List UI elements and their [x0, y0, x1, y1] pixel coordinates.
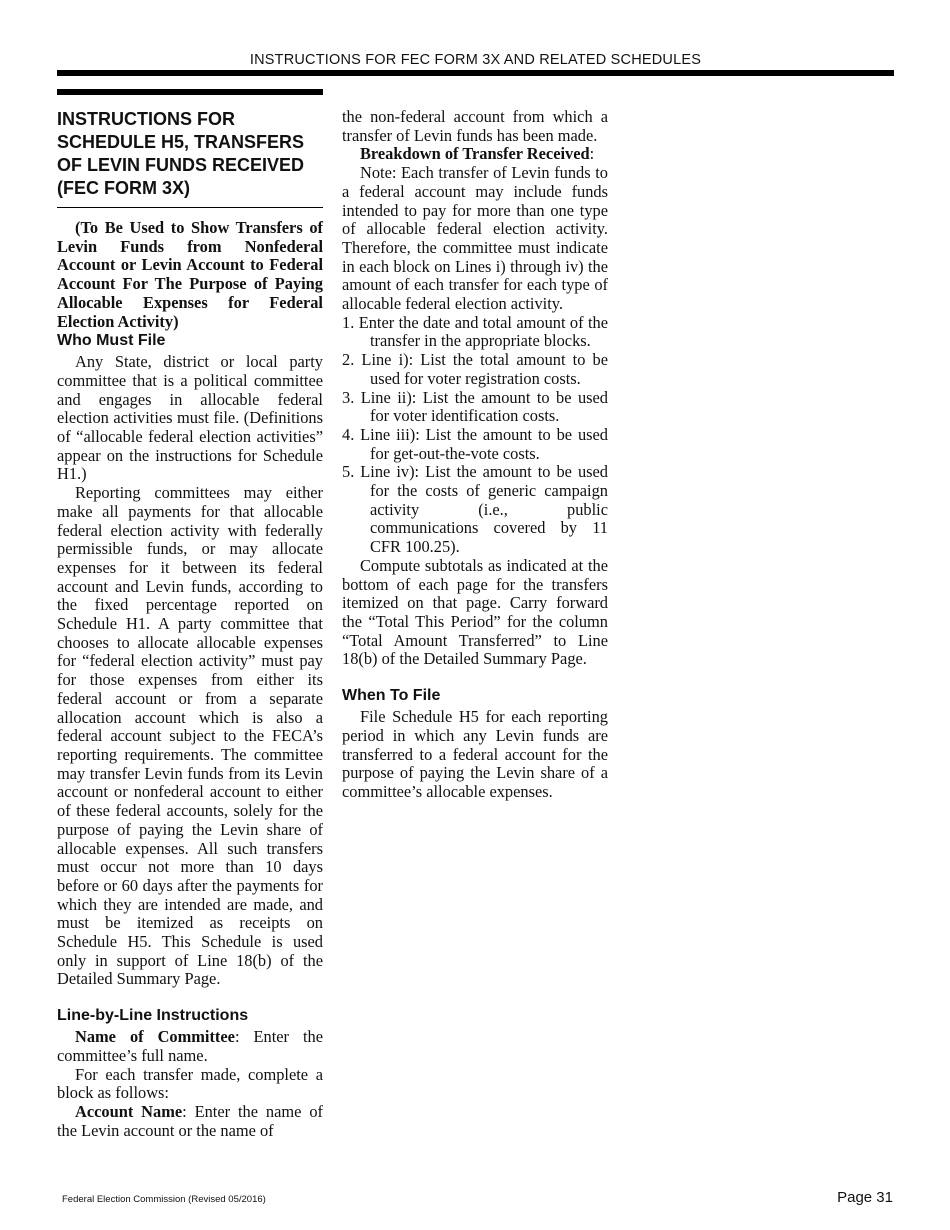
page-title: INSTRUCTIONS FOR SCHEDULE H5, TRANSFERS OF LEVIN FUNDS RECEIVED (FEC FORM 3X): [57, 109, 305, 198]
committee-text: : Enter the committee’s full name.: [57, 1027, 323, 1065]
committee-paragraph: [57, 1028, 323, 1065]
compute-paragraph: Compute subtotals as indicated at the bottom of each page for the transfers itemized on that page. Carry forward the “Total This Period” for the column “Total Amount Transferred” to Line 18(b) of the Detailed Summary Page.: [342, 555, 608, 669]
footer-source: Federal Election Commission (Revised 05/2016): [62, 1194, 266, 1205]
committee-label: Name of Committee: [75, 1027, 235, 1047]
numbered-list: [342, 314, 608, 557]
account-text-part1: : Enter the name of the Levin account or the name of: [57, 1102, 323, 1140]
list-item: 4. Line iii): List the amount to be used for get-out-the-vote costs.: [342, 424, 608, 463]
breakdown-colon: :: [589, 144, 595, 164]
title-rule: [57, 207, 323, 208]
list-item: 2. Line i): List the total amount to be used for voter registration costs.: [342, 350, 608, 388]
breakdown-note: Note: Each transfer of Levin funds to a federal account may include funds intended to pay for more than one type of allocable federal election activity. Therefore, the committee must indicate in each block on Lines i) through iv) the amount of each transfer for each type of allocable federal election activity.: [342, 163, 608, 314]
account-paragraph: [57, 1103, 323, 1140]
who-must-file-p1: Any State, district or local party committee that is a political committee and engages in allocable federal election activities must file. (Definitions of “allocable federal election activities” appear on the instructions for Schedule H1.): [57, 352, 323, 484]
breakdown-heading: [342, 145, 608, 164]
page-number: Page 31: [837, 1189, 893, 1206]
subtitle: (To Be Used to Show Transfers of Levin Funds from Nonfederal Account or Levin Account to Federal Account For The Purpose of Paying Allocable Expenses for Federal Election Activity): [57, 218, 323, 331]
list-item: 3. Line ii): List the amount to be used for voter identification costs.: [342, 387, 608, 426]
right-column: [342, 108, 608, 802]
account-paragraph-continued: the non-federal account from which a transfer of Levin funds has been made.: [342, 107, 608, 145]
block-paragraph: For each transfer made, complete a block as follows:: [57, 1064, 323, 1103]
running-header: INSTRUCTIONS FOR FEC FORM 3X AND RELATED SCHEDULES: [249, 52, 702, 68]
breakdown-label: Breakdown of Transfer Received: [360, 144, 590, 164]
header-rule: [57, 70, 894, 76]
line-by-line-heading: Line-by-Line Instructions: [57, 1007, 249, 1025]
when-to-file-heading: When To File: [342, 687, 441, 705]
section-rule: [57, 89, 323, 95]
who-must-file-heading: Who Must File: [57, 332, 166, 350]
left-column: [57, 108, 323, 1140]
list-item: 1. Enter the date and total amount of the transfer in the appropriate blocks.: [342, 312, 608, 351]
list-item: 5. Line iv): List the amount to be used for the costs of generic campaign activity (i.e., public communications covered by 11 CFR 100.25).: [342, 462, 608, 557]
account-label: Account Name: [75, 1102, 183, 1121]
when-to-file-text: File Schedule H5 for each reporting period in which any Levin funds are transferred to a federal account for the purpose of paying the Levin share of a committee’s allocable expenses.: [342, 707, 608, 801]
who-must-file-p2: Reporting committees may either make all payments for that allocable federal election activity with federally permissible funds, or may allocate expenses for it between its federal account and Levin funds, according to the fixed percentage reported on Schedule H1. A party committee that chooses to allocate allocable expenses for “federal election activity” must pay for those expenses from either its federal account or from a separate allocation account which is also a federal account subject to the FECA’s reporting requirements. The committee may transfer Levin funds from its Levin account or nonfederal account to either of these federal accounts, solely for the purpose of paying the Levin share of allocable expenses. All such transfers must occur not more than 10 days before or 60 days after the payments for which they are intended are made, and must be itemized as receipts on Schedule H5. This Schedule is used only in support of Line 18(b) of the Detailed Summary Page.: [57, 483, 323, 989]
